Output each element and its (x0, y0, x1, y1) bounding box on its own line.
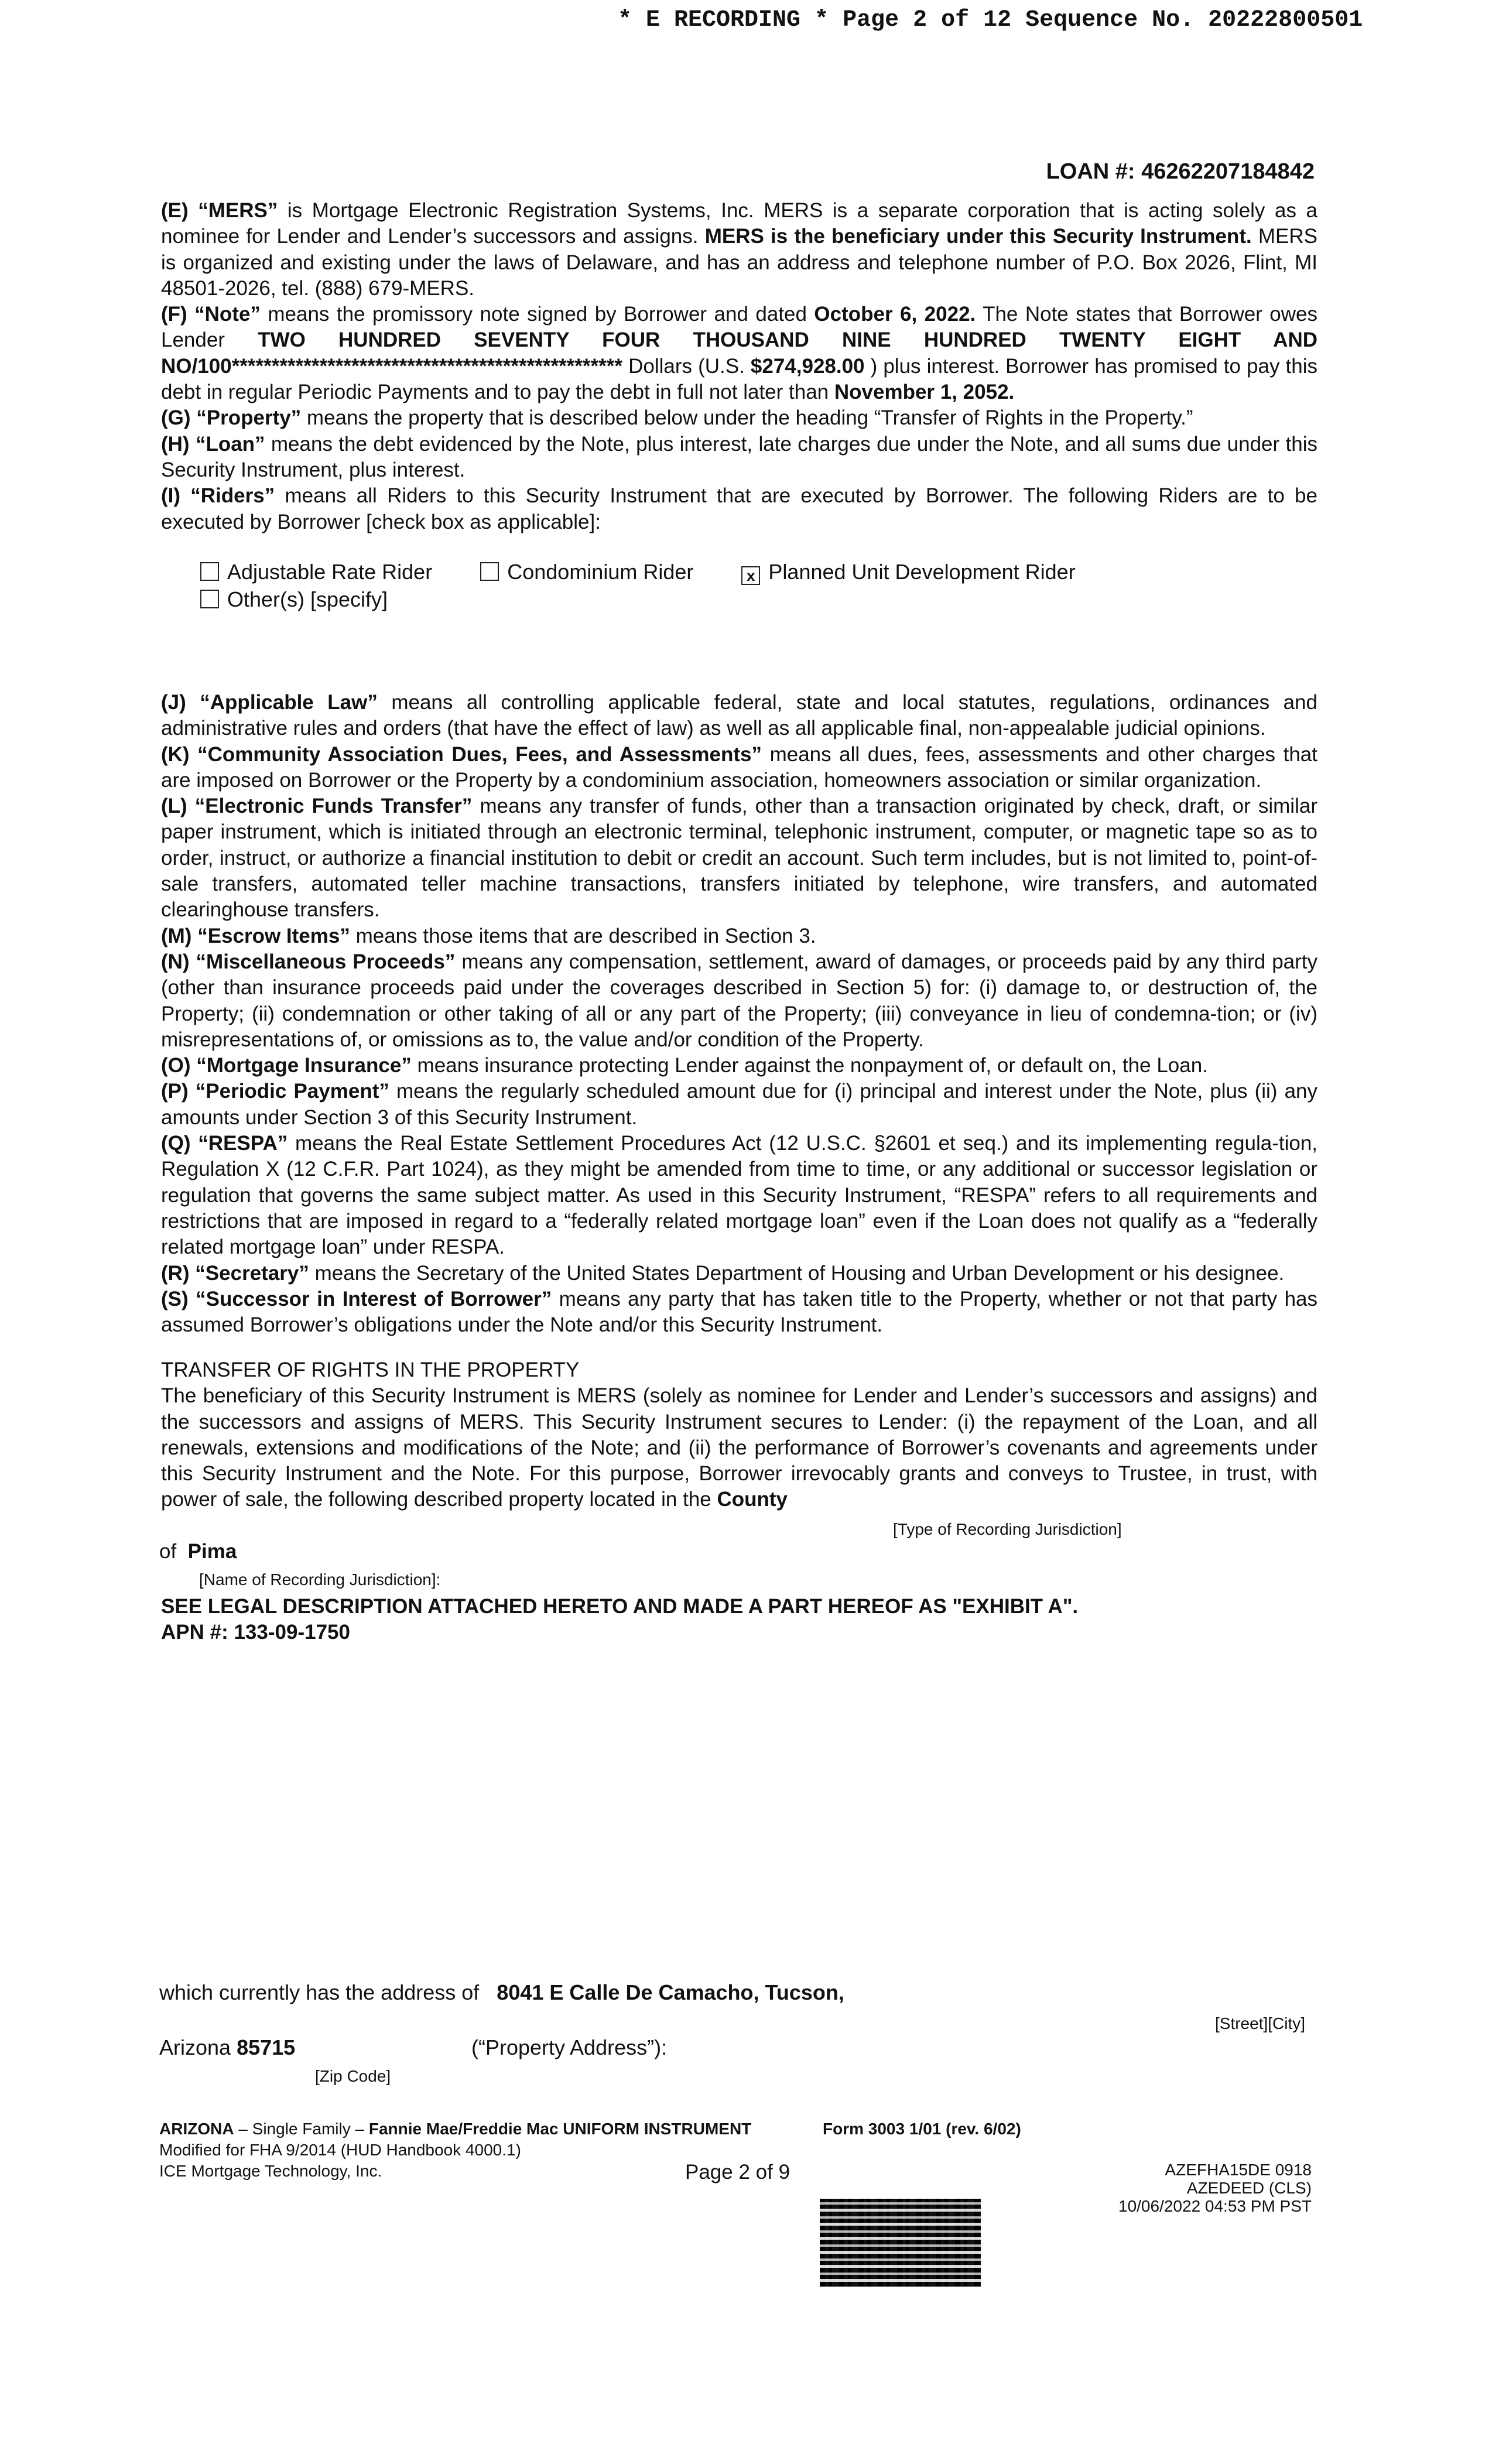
name-jurisdiction-label: [Name of Recording Jurisdiction]: (199, 1570, 441, 1589)
definition-h: (H) “Loan” means the debt evidenced by the Note, plus interest, late charges due under the Note, and all sums due under this Security Instrument, plus interest. (161, 432, 1317, 481)
rider-checkbox-row (200, 560, 1076, 585)
definition-k: (K) “Community Association Dues, Fees, and Assessments” means all dues, fees, assessments and other charges that are imposed on Borrower or the Property by a condominium association, homeowners association or similar organization. (161, 742, 1317, 792)
jurisdiction-line: of Pima (159, 1540, 237, 1563)
transfer-text: The beneficiary of this Security Instrument is MERS (solely as nominee for Lender and Lender’s successors and assigns) and the successors and assigns of MERS. This Security Instrument secures to Lender: (i) the repayment of the Loan, and all renewals, extensions and modifications of the Note; and (ii) the performance of Borrower’s covenants and agreements under this Security Instrument and the Note. For this purpose, Borrower irrevocably grants and conveys to Trustee, in trust, with power of sale, the following described property located in the County (161, 1384, 1317, 1511)
definitions-block-2 (161, 690, 1317, 1338)
transfer-heading: TRANSFER OF RIGHTS IN THE PROPERTY (161, 1358, 580, 1381)
definition-q: (Q) “RESPA” means the Real Estate Settlement Procedures Act (12 U.S.C. §2601 et seq.) and its implementing regula-tion, Regulation X (12 C.F.R. Part 1024), as they might be amended from time to time, or any additional or successor legislation or regulation that governs the same subject matter. As used in this Security Instrument, “RESPA” refers to all requirements and restrictions that are imposed in regard to a “federally related mortgage loan” even if the Loan does not qualify as a “federally related mortgage loan” under RESPA. (161, 1132, 1318, 1259)
zip-code-label: [Zip Code] (315, 2067, 391, 2085)
transfer-section (161, 1357, 1317, 1513)
definition-l: (L) “Electronic Funds Transfer” means any transfer of funds, other than a transaction originated by check, draft, or similar paper instrument, which is initiated through an electronic terminal, telephonic instrument, computer, or magnetic tape so as to order, instruct, or authorize a financial institution to debit or credit an account. Such term includes, but is not limited to, point-of-sale transfers, automated teller machine transactions, transfers initiated by telephone, wire transfers, and automated clearinghouse transfers. (161, 795, 1317, 922)
type-jurisdiction-label: [Type of Recording Jurisdiction] (893, 1520, 1122, 1538)
definition-j: (J) “Applicable Law” means all controlling applicable federal, state and local statutes, regulations, ordinances and administrative rules and orders (that have the effect of law) as well as all applicable final, non-appealable judicial opinions. (161, 691, 1317, 740)
adjustable-rate-checkbox[interactable] (200, 562, 219, 581)
pud-checkbox[interactable]: x (741, 566, 760, 585)
legal-description: SEE LEGAL DESCRIPTION ATTACHED HERETO AND MADE A PART HEREOF AS "EXHIBIT A". APN #: 133-09-1750 (161, 1595, 1079, 1644)
loan-number: LOAN #: 46262207184842 (1046, 159, 1315, 184)
property-address-label: (“Property Address”): (471, 2035, 668, 2059)
definition-e: (E) “MERS” is Mortgage Electronic Registration Systems, Inc. MERS is a separate corporation that is acting solely as a nominee for Lender and Lender’s successors and assigns. MERS is the beneficiary under this Security Instrument. MERS is organized and existing under the laws of Delaware, and has an address and telephone number of P.O. Box 2026, Flint, MI 48501-2026, tel. (888) 679-MERS. (161, 199, 1318, 300)
definition-g: (G) “Property” means the property that is described below under the heading “Transfer of Rights in the Property.” (161, 406, 1193, 430)
definition-m: (M) “Escrow Items” means those items that are described in Section 3. (161, 924, 816, 947)
definitions-block-1 (161, 198, 1317, 535)
definition-i: (I) “Riders” means all Riders to this Security Instrument that are executed by Borrower. The following Riders are to be executed by Borrower [check box as applicable]: (161, 484, 1317, 533)
recording-header: * E RECORDING * Page 2 of 12 Sequence No. 20222800501 (618, 7, 1363, 33)
footer-left: ARIZONA – Single Family – Fannie Mae/Freddie Mac UNIFORM INSTRUMENT Modified for FHA 9/2014 (HUD Handbook 4000.1) ICE Mortgage Technology, Inc. (159, 2120, 752, 2180)
pud-label: Planned Unit Development Rider (768, 560, 1076, 584)
definition-n: (N) “Miscellaneous Proceeds” means any compensation, settlement, award of damages, or proceeds paid by any third party (other than insurance proceeds paid under the coverages described in Section 5) for: (i) damage to, or destruction of, the Property; (ii) condemnation or other taking of all or any part of the Property; (iii) conveyance in lieu of condemna-tion; or (iv) misrepresentations of, or omissions as to, the value and/or condition of the Property. (161, 950, 1317, 1051)
state-zip-line: Arizona 85715 (159, 2035, 296, 2059)
definition-s: (S) “Successor in Interest of Borrower” means any party that has taken title to the Property, whether or not that party has assumed Borrower’s obligations under the Note and/or this Security Instrument. (161, 1287, 1318, 1337)
footer-codes: AZEFHA15DE 0918 AZEDEED (CLS) 10/06/2022 04:53 PM PST (1118, 2161, 1312, 2215)
footer-form: Form 3003 1/01 (rev. 6/02) (823, 2120, 1021, 2138)
definition-p: (P) “Periodic Payment” means the regularly scheduled amount due for (i) principal and interest under the Note, plus (ii) any amounts under Section 3 of this Security Instrument. (161, 1080, 1317, 1129)
street-city-label: [Street][City] (1215, 2014, 1306, 2032)
other-rider-checkbox[interactable] (200, 590, 219, 608)
other-rider-label: Other(s) [specify] (227, 587, 388, 611)
address-line: which currently has the address of 8041 E Calle De Camacho, Tucson, (159, 1980, 844, 2004)
definition-f: (F) “Note” means the promissory note signed by Borrower and dated October 6, 2022. The Note states that Borrower owes Lender TWO HUNDRED SEVENTY FOUR THOUSAND NINE HUNDRED TWENTY EIGHT AND NO/100************************************************* Dollars (U.S. $274,928.00 ) plus interest. Borrower has promised to pay this debt in regular Periodic Payments and to pay the debt in full not later than November 1, 2052. (161, 303, 1318, 404)
condominium-checkbox[interactable] (480, 562, 499, 581)
rider-other-row (200, 587, 388, 612)
footer-page: Page 2 of 9 (685, 2161, 790, 2184)
definition-r: (R) “Secretary” means the Secretary of the United States Department of Housing and Urban Development or his designee. (161, 1261, 1285, 1285)
condominium-label: Condominium Rider (507, 560, 694, 584)
barcode (820, 2199, 981, 2287)
adjustable-rate-label: Adjustable Rate Rider (227, 560, 433, 584)
definition-o: (O) “Mortgage Insurance” means insurance protecting Lender against the nonpayment of, or default on, the Loan. (161, 1054, 1208, 1077)
